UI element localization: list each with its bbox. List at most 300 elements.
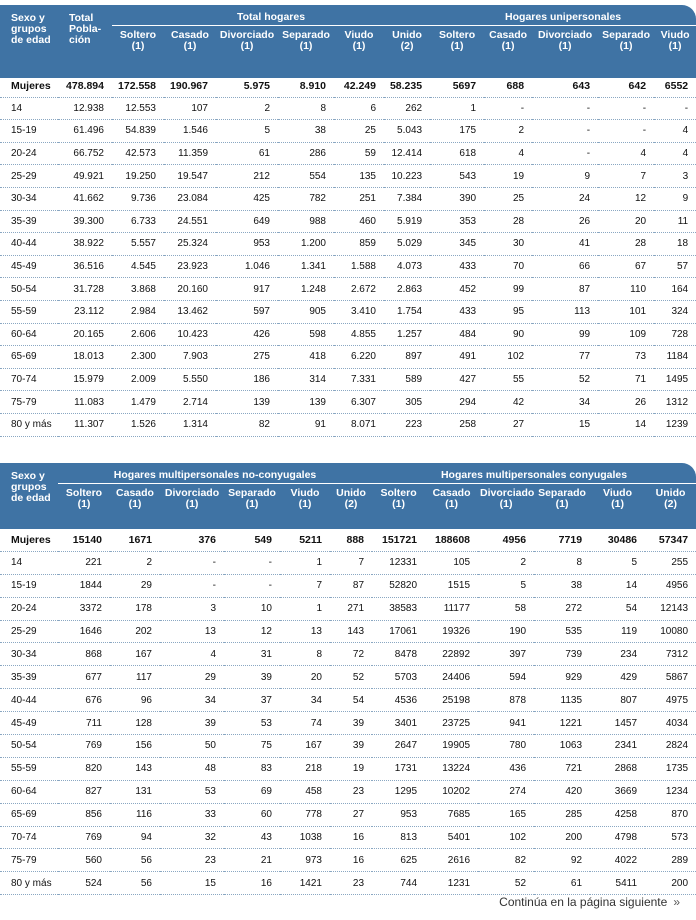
table-row <box>0 780 696 803</box>
value-cell: 4 <box>654 142 696 165</box>
value-cell: 23725 <box>425 712 478 735</box>
value-cell: 973 <box>280 849 330 872</box>
value-cell: 1421 <box>280 872 330 895</box>
value-cell: 262 <box>384 97 430 120</box>
value-cell: 2.300 <box>112 346 164 369</box>
value-cell: 61 <box>216 142 278 165</box>
value-cell: 5.919 <box>384 210 430 233</box>
value-cell: 275 <box>216 346 278 369</box>
value-cell: 94 <box>110 826 160 849</box>
non-conjugal-households-header: Hogares multipersonales no-conyugales <box>58 463 372 484</box>
value-cell: 19.250 <box>112 165 164 188</box>
value-cell: 418 <box>278 346 334 369</box>
value-cell: 52 <box>478 872 534 895</box>
value-cell: 1312 <box>654 391 696 414</box>
value-cell: 19326 <box>425 620 478 643</box>
value-cell: 2.984 <box>112 300 164 323</box>
value-cell: 3.410 <box>334 300 384 323</box>
value-cell: 188608 <box>425 529 478 551</box>
value-cell: 285 <box>534 803 590 826</box>
value-cell: 39 <box>330 735 372 758</box>
value-cell: 2.606 <box>112 323 164 346</box>
age-group-cell: 35-39 <box>0 666 58 689</box>
value-cell: 1 <box>280 551 330 574</box>
multi-person-households-table <box>0 463 696 895</box>
value-cell: 478.894 <box>58 75 112 97</box>
value-cell: 782 <box>278 187 334 210</box>
value-cell: 10.223 <box>384 165 430 188</box>
value-cell: 23 <box>160 849 224 872</box>
value-cell: 425 <box>216 187 278 210</box>
value-cell: 5697 <box>430 75 484 97</box>
value-cell: 99 <box>484 278 532 301</box>
double-chevron-right-icon: » <box>673 895 680 909</box>
value-cell: 50 <box>160 735 224 758</box>
value-cell: 5703 <box>372 666 425 689</box>
value-cell: 7 <box>280 574 330 597</box>
value-cell: 18 <box>654 233 696 256</box>
table-row <box>0 413 696 436</box>
value-cell: 251 <box>334 187 384 210</box>
value-cell: 4956 <box>645 574 696 597</box>
age-group-cell: 45-49 <box>0 255 58 278</box>
value-cell: 48 <box>160 757 224 780</box>
age-group-cell: 75-79 <box>0 849 58 872</box>
value-cell: 813 <box>372 826 425 849</box>
value-cell: 12331 <box>372 551 425 574</box>
value-cell: 107 <box>164 97 216 120</box>
value-cell: 677 <box>58 666 110 689</box>
value-cell: 5867 <box>645 666 696 689</box>
age-group-cell: 80 y más <box>0 413 58 436</box>
value-cell: 7.903 <box>164 346 216 369</box>
value-cell: 5.557 <box>112 233 164 256</box>
value-cell: 29 <box>110 574 160 597</box>
value-cell: 2824 <box>645 735 696 758</box>
value-cell: 61.496 <box>58 120 112 143</box>
value-cell: 543 <box>430 165 484 188</box>
value-cell: 535 <box>534 620 590 643</box>
value-cell: 6552 <box>654 75 696 97</box>
value-cell: 676 <box>58 689 110 712</box>
value-cell: - <box>484 97 532 120</box>
table-row <box>0 551 696 574</box>
value-cell: 2 <box>110 551 160 574</box>
value-cell: 4 <box>654 120 696 143</box>
value-cell: 4 <box>598 142 654 165</box>
column-header: Divorciado (1) <box>537 29 593 52</box>
value-cell: 113 <box>532 300 598 323</box>
age-group-cell: 30-34 <box>0 187 58 210</box>
value-cell: 1.546 <box>164 120 216 143</box>
value-cell: 96 <box>110 689 160 712</box>
value-cell: 549 <box>224 529 280 551</box>
value-cell: 38 <box>278 120 334 143</box>
value-cell: 20 <box>598 210 654 233</box>
age-group-cell: 60-64 <box>0 323 58 346</box>
value-cell: 16 <box>330 826 372 849</box>
value-cell: 397 <box>478 643 534 666</box>
value-cell: 2 <box>484 120 532 143</box>
value-cell: 102 <box>478 826 534 849</box>
value-cell: 66 <box>532 255 598 278</box>
value-cell: 452 <box>430 278 484 301</box>
value-cell: 6.220 <box>334 346 384 369</box>
column-header: Divorciado (1) <box>219 29 275 52</box>
value-cell: 18.013 <box>58 346 112 369</box>
value-cell: 31 <box>224 643 280 666</box>
value-cell: 10 <box>224 597 280 620</box>
value-cell: 2.863 <box>384 278 430 301</box>
value-cell: 119 <box>590 620 645 643</box>
age-group-cell: 60-64 <box>0 780 58 803</box>
value-cell: 16 <box>224 872 280 895</box>
value-cell: 286 <box>278 142 334 165</box>
value-cell: - <box>532 120 598 143</box>
value-cell: 77 <box>532 346 598 369</box>
value-cell: 26 <box>598 391 654 414</box>
value-cell: 941 <box>478 712 534 735</box>
value-cell: 8 <box>278 97 334 120</box>
continued-text: Continúa en la página siguiente <box>499 895 668 909</box>
value-cell: 1038 <box>280 826 330 849</box>
value-cell: 178 <box>110 597 160 620</box>
value-cell: 22892 <box>425 643 478 666</box>
value-cell: 8 <box>280 643 330 666</box>
value-cell: 721 <box>534 757 590 780</box>
table-row <box>0 210 696 233</box>
value-cell: 49.921 <box>58 165 112 188</box>
value-cell: 13224 <box>425 757 478 780</box>
value-cell: 1.479 <box>112 391 164 414</box>
table-row <box>0 620 696 643</box>
single-person-households-header: Hogares unipersonales <box>430 5 696 26</box>
value-cell: 1.754 <box>384 300 430 323</box>
value-cell: 19 <box>330 757 372 780</box>
age-group-cell: 14 <box>0 551 58 574</box>
value-cell: 1.314 <box>164 413 216 436</box>
value-cell: 21 <box>224 849 280 872</box>
value-cell: 4034 <box>645 712 696 735</box>
value-cell: 1.200 <box>278 233 334 256</box>
value-cell: 905 <box>278 300 334 323</box>
value-cell: 929 <box>534 666 590 689</box>
value-cell: 91 <box>278 413 334 436</box>
value-cell: 25 <box>484 187 532 210</box>
value-cell: 3.868 <box>112 278 164 301</box>
age-group-header: Sexo y grupos de edad <box>11 12 51 46</box>
value-cell: 1295 <box>372 780 425 803</box>
value-cell: 234 <box>590 643 645 666</box>
value-cell: 139 <box>216 391 278 414</box>
value-cell: 39 <box>224 666 280 689</box>
value-cell: 324 <box>654 300 696 323</box>
value-cell: 460 <box>334 210 384 233</box>
value-cell: 8478 <box>372 643 425 666</box>
value-cell: 87 <box>532 278 598 301</box>
value-cell: 139 <box>278 391 334 414</box>
value-cell: 4 <box>160 643 224 666</box>
value-cell: 2 <box>216 97 278 120</box>
value-cell: 917 <box>216 278 278 301</box>
value-cell: 67 <box>598 255 654 278</box>
value-cell: 186 <box>216 368 278 391</box>
value-cell: 7685 <box>425 803 478 826</box>
value-cell: - <box>160 551 224 574</box>
table-row <box>0 597 696 620</box>
value-cell: 271 <box>330 597 372 620</box>
value-cell: 32 <box>160 826 224 849</box>
value-cell: 14 <box>598 413 654 436</box>
age-group-cell: 75-79 <box>0 391 58 414</box>
value-cell: 223 <box>384 413 430 436</box>
value-cell: 1 <box>280 597 330 620</box>
value-cell: 102 <box>484 346 532 369</box>
value-cell: 4.073 <box>384 255 430 278</box>
value-cell: 20.160 <box>164 278 216 301</box>
value-cell: 3 <box>654 165 696 188</box>
table-row <box>0 757 696 780</box>
table-row <box>0 826 696 849</box>
value-cell: 856 <box>58 803 110 826</box>
value-cell: 20 <box>280 666 330 689</box>
value-cell: 769 <box>58 826 110 849</box>
value-cell: 255 <box>645 551 696 574</box>
value-cell: 55 <box>484 368 532 391</box>
value-cell: 20.165 <box>58 323 112 346</box>
value-cell: 888 <box>330 529 372 551</box>
value-cell: 429 <box>590 666 645 689</box>
value-cell: 420 <box>534 780 590 803</box>
value-cell: 258 <box>430 413 484 436</box>
value-cell: 12 <box>224 620 280 643</box>
value-cell: 41 <box>532 233 598 256</box>
value-cell: 16 <box>330 849 372 872</box>
value-cell: 1671 <box>110 529 160 551</box>
age-group-cell: 55-59 <box>0 300 58 323</box>
value-cell: 34 <box>280 689 330 712</box>
table-row <box>0 368 696 391</box>
value-cell: 109 <box>598 323 654 346</box>
age-group-cell: 80 y más <box>0 872 58 895</box>
value-cell: 744 <box>372 872 425 895</box>
value-cell: 12.553 <box>112 97 164 120</box>
value-cell: 9 <box>532 165 598 188</box>
value-cell: 12.414 <box>384 142 430 165</box>
value-cell: 598 <box>278 323 334 346</box>
table-row <box>0 255 696 278</box>
value-cell: 4258 <box>590 803 645 826</box>
value-cell: 1.257 <box>384 323 430 346</box>
value-cell: 39 <box>160 712 224 735</box>
value-cell: 54.839 <box>112 120 164 143</box>
value-cell: 294 <box>430 391 484 414</box>
age-group-cell: 25-29 <box>0 165 58 188</box>
value-cell: 1.588 <box>334 255 384 278</box>
age-group-cell: 25-29 <box>0 620 58 643</box>
column-header: Divorciado (1) <box>164 487 220 510</box>
value-cell: 376 <box>160 529 224 551</box>
age-group-cell: 50-54 <box>0 735 58 758</box>
value-cell: 42.573 <box>112 142 164 165</box>
value-cell: 30 <box>484 233 532 256</box>
value-cell: 10202 <box>425 780 478 803</box>
value-cell: 28 <box>598 233 654 256</box>
value-cell: 7312 <box>645 643 696 666</box>
column-header: Separado (1) <box>602 29 650 52</box>
value-cell: 11177 <box>425 597 478 620</box>
table-row <box>0 300 696 323</box>
value-cell: - <box>160 574 224 597</box>
column-header: Unido (2) <box>655 487 686 510</box>
column-header: Soltero (1) <box>438 29 476 52</box>
value-cell: 769 <box>58 735 110 758</box>
table-row <box>0 165 696 188</box>
column-header: Casado (1) <box>116 487 154 510</box>
value-cell: 66.752 <box>58 142 112 165</box>
value-cell: 649 <box>216 210 278 233</box>
value-cell: 4.855 <box>334 323 384 346</box>
value-cell: 75 <box>224 735 280 758</box>
value-cell: 43 <box>224 826 280 849</box>
value-cell: 52 <box>330 666 372 689</box>
table-row <box>0 391 696 414</box>
value-cell: 116 <box>110 803 160 826</box>
table-row <box>0 187 696 210</box>
value-cell: 5.975 <box>216 75 278 97</box>
value-cell: 8.910 <box>278 75 334 97</box>
value-cell: 1 <box>430 97 484 120</box>
age-group-cell: 30-34 <box>0 643 58 666</box>
value-cell: 110 <box>598 278 654 301</box>
value-cell: 436 <box>478 757 534 780</box>
value-cell: 11.359 <box>164 142 216 165</box>
value-cell: 642 <box>598 75 654 97</box>
value-cell: 953 <box>372 803 425 826</box>
column-header: Separado (1) <box>538 487 586 510</box>
table-row <box>0 803 696 826</box>
column-header: Casado (1) <box>489 29 528 52</box>
column-header: Viudo (1) <box>660 29 690 52</box>
value-cell: 117 <box>110 666 160 689</box>
continued-note <box>499 895 680 909</box>
value-cell: 1735 <box>645 757 696 780</box>
column-header: Separado (1) <box>282 29 330 52</box>
value-cell: 39 <box>330 712 372 735</box>
value-cell: 2.009 <box>112 368 164 391</box>
value-cell: 1457 <box>590 712 645 735</box>
value-cell: 56 <box>110 849 160 872</box>
value-cell: 5.043 <box>384 120 430 143</box>
value-cell: 289 <box>645 849 696 872</box>
value-cell: 52820 <box>372 574 425 597</box>
value-cell: 6.733 <box>112 210 164 233</box>
value-cell: 1239 <box>654 413 696 436</box>
value-cell: 573 <box>645 826 696 849</box>
value-cell: 15.979 <box>58 368 112 391</box>
value-cell: 2.672 <box>334 278 384 301</box>
value-cell: 131 <box>110 780 160 803</box>
value-cell: 156 <box>110 735 160 758</box>
value-cell: 625 <box>372 849 425 872</box>
value-cell: 2868 <box>590 757 645 780</box>
value-cell: 175 <box>430 120 484 143</box>
value-cell: 33 <box>160 803 224 826</box>
value-cell: 491 <box>430 346 484 369</box>
age-group-cell: 50-54 <box>0 278 58 301</box>
value-cell: 3 <box>160 597 224 620</box>
value-cell: 58 <box>478 597 534 620</box>
value-cell: 820 <box>58 757 110 780</box>
value-cell: 1135 <box>534 689 590 712</box>
value-cell: 594 <box>478 666 534 689</box>
table-row <box>0 97 696 120</box>
value-cell: 13.462 <box>164 300 216 323</box>
total-population-header: Total Pobla-ción <box>69 12 102 46</box>
value-cell: 28 <box>484 210 532 233</box>
value-cell: 4975 <box>645 689 696 712</box>
value-cell: 15140 <box>58 529 110 551</box>
value-cell: 6.307 <box>334 391 384 414</box>
value-cell: 9.736 <box>112 187 164 210</box>
column-header: Viudo (1) <box>603 487 633 510</box>
value-cell: 1063 <box>534 735 590 758</box>
value-cell: 165 <box>478 803 534 826</box>
value-cell: 221 <box>58 551 110 574</box>
value-cell: 23 <box>330 872 372 895</box>
value-cell: 218 <box>280 757 330 780</box>
value-cell: 38583 <box>372 597 425 620</box>
value-cell: 54 <box>590 597 645 620</box>
value-cell: 5411 <box>590 872 645 895</box>
value-cell: - <box>532 142 598 165</box>
value-cell: 23 <box>330 780 372 803</box>
value-cell: 71 <box>598 368 654 391</box>
value-cell: 58.235 <box>384 75 430 97</box>
age-group-cell: 40-44 <box>0 689 58 712</box>
value-cell: 24406 <box>425 666 478 689</box>
value-cell: 12.938 <box>58 97 112 120</box>
value-cell: - <box>598 120 654 143</box>
value-cell: 212 <box>216 165 278 188</box>
value-cell: 7.384 <box>384 187 430 210</box>
age-group-cell: 15-19 <box>0 120 58 143</box>
age-group-cell: 55-59 <box>0 757 58 780</box>
value-cell: 15 <box>532 413 598 436</box>
value-cell: 15 <box>160 872 224 895</box>
value-cell: 3401 <box>372 712 425 735</box>
value-cell: - <box>532 97 598 120</box>
table-row <box>0 142 696 165</box>
value-cell: 23.084 <box>164 187 216 210</box>
value-cell: 1.341 <box>278 255 334 278</box>
value-cell: 597 <box>216 300 278 323</box>
value-cell: 27 <box>330 803 372 826</box>
value-cell: 4536 <box>372 689 425 712</box>
value-cell: 73 <box>598 346 654 369</box>
value-cell: 827 <box>58 780 110 803</box>
value-cell: 37 <box>224 689 280 712</box>
value-cell: 778 <box>280 803 330 826</box>
value-cell: 151721 <box>372 529 425 551</box>
table-row <box>0 689 696 712</box>
value-cell: 172.558 <box>112 75 164 97</box>
value-cell: 5 <box>590 551 645 574</box>
value-cell: 3669 <box>590 780 645 803</box>
value-cell: 29 <box>160 666 224 689</box>
value-cell: 167 <box>110 643 160 666</box>
value-cell: 458 <box>280 780 330 803</box>
